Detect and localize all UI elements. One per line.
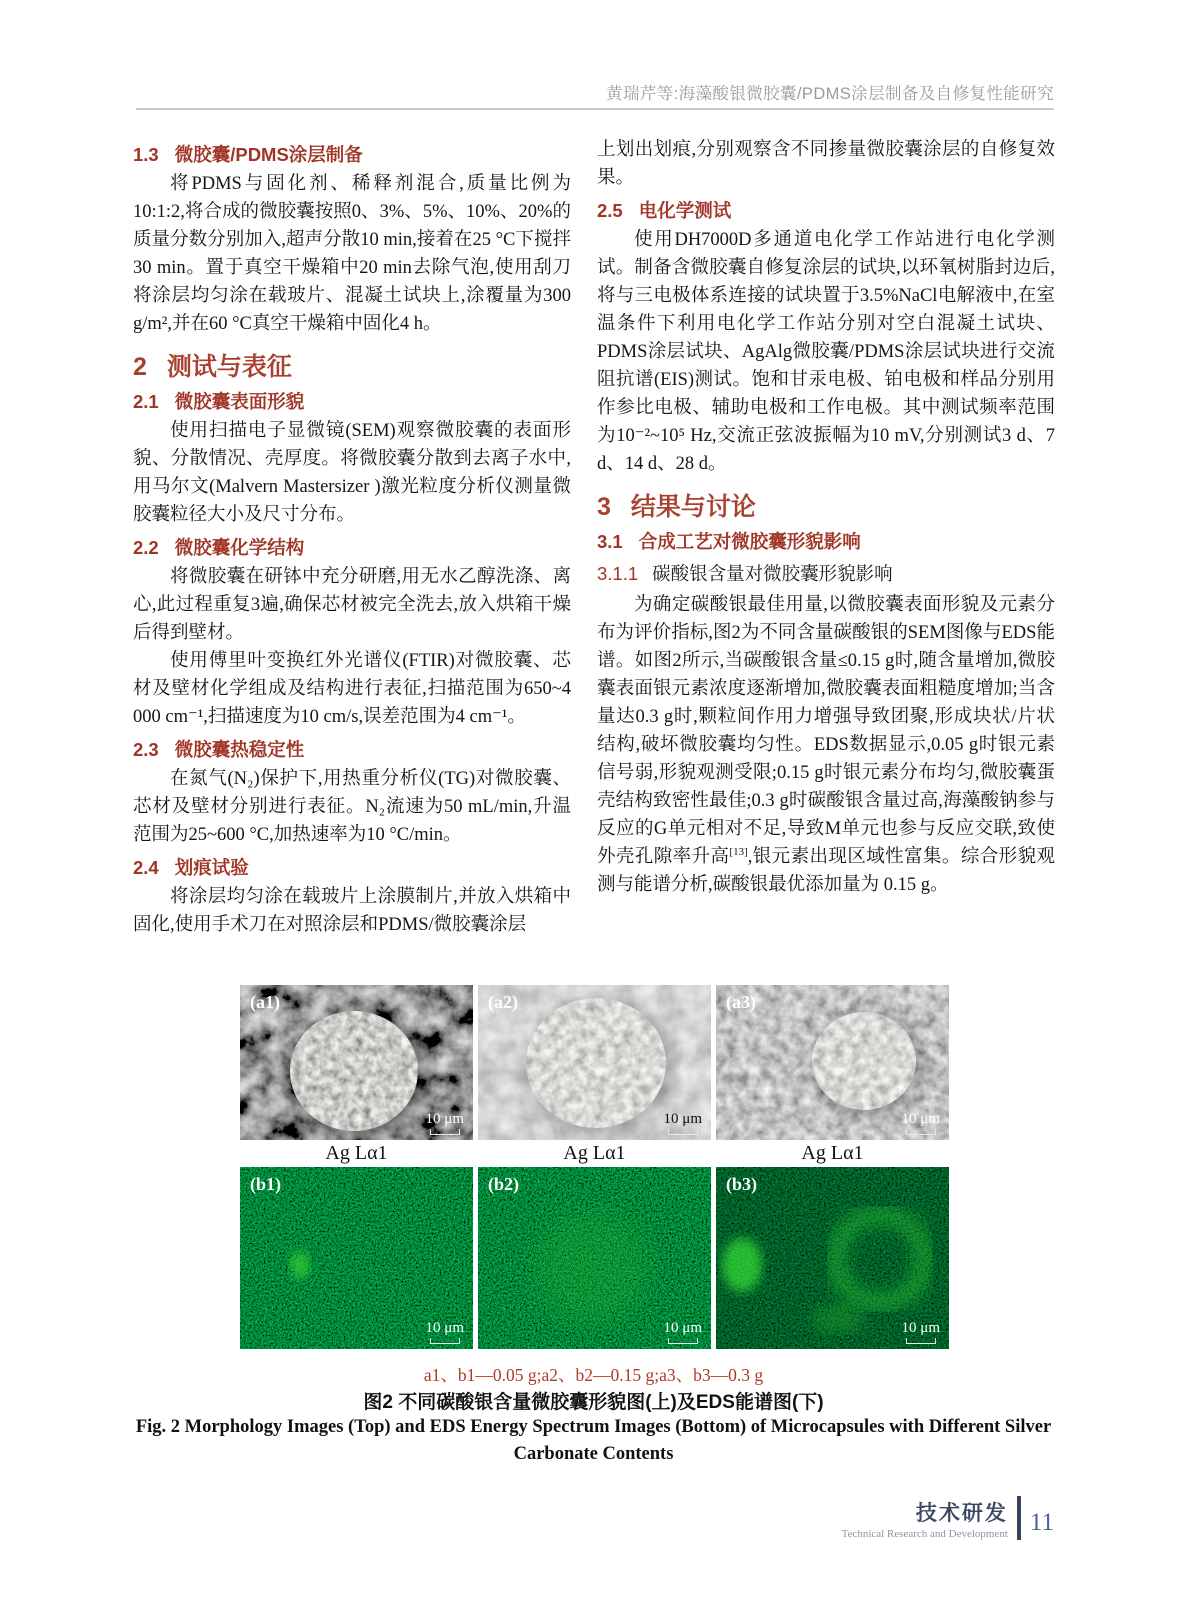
- header-divider: [136, 108, 1054, 110]
- paragraph-2-2-1: 将微胶囊在研钵中充分研磨,用无水乙醇洗涤、离心,此过程重复3遍,确保芯材被完全洗去,放入烘箱干燥后得到壁材。: [133, 567, 571, 643]
- scale-bar: [430, 1129, 460, 1135]
- scale-label: 10 μm: [902, 1320, 940, 1344]
- section-title: 微胶囊表面形貌: [174, 391, 305, 412]
- panel-label: (a3): [726, 992, 756, 1012]
- section-heading-2: [133, 351, 571, 383]
- figure-legend: a1、b1—0.05 g;a2、b2—0.15 g;a3、b3—0.3 g: [423, 1365, 764, 1385]
- section-number: 2.5: [597, 200, 623, 221]
- section-number: 2.4: [133, 857, 159, 878]
- section-title: 电化学测试: [638, 200, 732, 221]
- eds-map-label: Ag Lα1: [563, 1142, 626, 1164]
- figure-caption-cn: 图2 不同碳酸银含量微胶囊形貌图(上)及EDS能谱图(下): [363, 1392, 824, 1413]
- eds-row-labels: [240, 1140, 949, 1167]
- running-head: 黄瑞芹等:海藻酸银微胶囊/PDMS涂层制备及自修复性能研究: [606, 85, 1054, 103]
- eds-image-row: [240, 1167, 949, 1349]
- paragraph-2-1: 使用扫描电子显微镜(SEM)观察微胶囊的表面形貌、分散情况、壳厚度。将微胶囊分散到去离子水中,用马尔文(Malvern Mastersizer )激光粒度分析仪测量微胶囊粒径大小及尺寸分布。: [133, 421, 571, 525]
- section-title: 微胶囊热稳定性: [174, 739, 305, 760]
- footer-divider: [1017, 1496, 1021, 1540]
- sem-image-a2: [478, 985, 711, 1140]
- scale-bar: [906, 1338, 936, 1344]
- eds-map-label: Ag Lα1: [801, 1142, 864, 1164]
- section-number: 2.1: [133, 391, 159, 412]
- figure-caption-en-line2: Carbonate Contents: [513, 1444, 674, 1464]
- sem-image-a3: [716, 985, 949, 1140]
- section-heading-1-3: [133, 141, 571, 169]
- paragraph-2-2-2: 使用傅里叶变换红外光谱仪(FTIR)对微胶囊、芯材及壁材化学组成及结构进行表征,扫描范围为650~4 000 cm⁻¹,扫描速度为10 cm/s,误差范围为4 cm⁻¹。: [133, 651, 571, 727]
- sem-image-row: [240, 985, 949, 1140]
- paragraph-2-4: 将涂层均匀涂在载玻片上涂膜制片,并放入烘箱中固化,使用手术刀在对照涂层和PDMS/微胶囊涂层: [133, 887, 571, 935]
- eds-map-label: Ag Lα1: [325, 1142, 388, 1164]
- section-number: 3.1: [597, 531, 623, 552]
- scale-label: 10 μm: [426, 1320, 464, 1344]
- paragraph-2-5: 使用DH7000D多通道电化学工作站进行电化学测试。制备含微胶囊自修复涂层的试块,以环氧树脂封边后,将与三电极体系连接的试块置于3.5%NaCl电解液中,在室温条件下利用电化学工作站分别对空白混凝土试块、PDMS涂层试块、AgAlg微胶囊/PDMS涂层试块进行交流阻抗谱(EIS)测试。饱和甘汞电极、铂电极和样品分别用作参比电极、辅助电极和工作电极。其中测试频率范围为10⁻²~10⁵ Hz,交流正弦波振幅为10 mV,分别测试3 d、7 d、14 d、28 d。: [597, 230, 1055, 474]
- scale-label: 10 μm: [426, 1111, 464, 1135]
- section-number: 2.2: [133, 537, 159, 558]
- paragraph-1-3: 将PDMS与固化剂、稀释剂混合,质量比例为10:1:2,将合成的微胶囊按照0、3%、5%、10%、20%的质量分数分别加入,超声分散10 min,接着在25 °C下搅拌30 min。置于真空干燥箱中20 min去除气泡,使用刮刀将涂层均匀涂在载玻片、混凝土试块上,涂覆量为300 g/m²,并在60 °C真空干燥箱中固化4 h。: [133, 174, 571, 334]
- section-number: 3.1.1: [597, 563, 639, 584]
- figure-caption-en-line1: Fig. 2 Morphology Images (Top) and EDS Energy Spectrum Images (Bottom) of Microcapsules with Different Silver: [135, 1417, 1052, 1437]
- section-number: 2: [133, 353, 147, 381]
- page-number: 11: [1029, 1509, 1054, 1536]
- panel-label: (b2): [488, 1174, 519, 1194]
- footer-section-en: Technical Research and Development: [841, 1527, 1008, 1540]
- section-title: 碳酸银含量对微胶囊形貌影响: [652, 565, 893, 585]
- scale-bar: [430, 1338, 460, 1344]
- eds-image-b2: [478, 1167, 711, 1349]
- section-title: 划痕试验: [174, 857, 249, 878]
- section-heading-2-4: [133, 854, 571, 882]
- paragraph-text: 为确定碳酸银最佳用量,以微胶囊表面形貌及元素分布为评价指标,图2为不同含量碳酸银的SEM图像与EDS能谱。如图2所示,当碳酸银含量≤0.15 g时,随含量增加,微胶囊表面银元素浓度逐渐增加,微胶囊表面粗糙度增加;当含量达0.3 g时,颗粒间作用力增强导致团聚,形成块状/片状结构,破坏微胶囊均匀性。EDS数据显示,0.05 g时银元素信号弱,形貌观测受限;0.15 g时银元素分布均匀,微胶囊蛋壳结构致密性最佳;0.3 g时碳酸银含量过高,海藻酸钠参与反应的G单元相对不足,导致M单元也参与反应交联,致使外壳孔隙率升高: [597, 595, 1055, 867]
- section-heading-2-2: [133, 534, 571, 562]
- section-number: 3: [597, 493, 611, 521]
- scale-bar: [906, 1129, 936, 1135]
- eds-image-b3: [716, 1167, 949, 1349]
- paragraph-2-4-continued: 上划出划痕,分别观察含不同掺量微胶囊涂层的自修复效果。: [597, 140, 1055, 188]
- figure-2: [240, 985, 949, 1349]
- section-title: 测试与表征: [166, 353, 292, 381]
- section-heading-3-1-1: [597, 559, 1055, 590]
- section-heading-2-1: [133, 388, 571, 416]
- right-column: [597, 136, 1055, 899]
- panel-label: (b3): [726, 1174, 757, 1194]
- scale-bar: [668, 1338, 698, 1344]
- citation-ref: [13]: [729, 845, 748, 858]
- sem-image-a1: [240, 985, 473, 1140]
- scale-label: 10 μm: [664, 1320, 702, 1344]
- section-heading-3: [597, 491, 1055, 523]
- section-heading-3-1: [597, 528, 1055, 556]
- scale-label: 10 μm: [664, 1111, 702, 1135]
- left-column: [133, 136, 571, 939]
- paragraph-3-1-1: [597, 591, 1055, 899]
- section-heading-2-3: [133, 736, 571, 764]
- paragraph-text: ,银元素出现区域性富集。综合形貌观测与能谱分析,碳酸银最优添加量为 0.15 g。: [597, 847, 1055, 895]
- section-title: 合成工艺对微胶囊形貌影响: [638, 531, 861, 552]
- panel-label: (b1): [250, 1174, 281, 1194]
- eds-image-b1: [240, 1167, 473, 1349]
- scale-bar: [668, 1129, 698, 1135]
- footer-section: [842, 1497, 1008, 1540]
- section-number: 2.3: [133, 739, 159, 760]
- panel-label: (a1): [250, 992, 280, 1012]
- footer-section-cn: 技术研发: [915, 1501, 1008, 1525]
- section-title: 结果与讨论: [630, 493, 756, 521]
- panel-label: (a2): [488, 992, 518, 1012]
- section-title: 微胶囊/PDMS涂层制备: [174, 144, 363, 165]
- paragraph-2-3: 在氮气(N₂)保护下,用热重分析仪(TG)对微胶囊、芯材及壁材分别进行表征。N₂流速为50 mL/min,升温范围为25~600 °C,加热速率为10 °C/min。: [133, 769, 571, 845]
- scale-label: 10 μm: [902, 1111, 940, 1135]
- footer: [842, 1496, 1054, 1540]
- section-title: 微胶囊化学结构: [174, 537, 305, 558]
- section-heading-2-5: [597, 197, 1055, 225]
- section-number: 1.3: [133, 144, 159, 165]
